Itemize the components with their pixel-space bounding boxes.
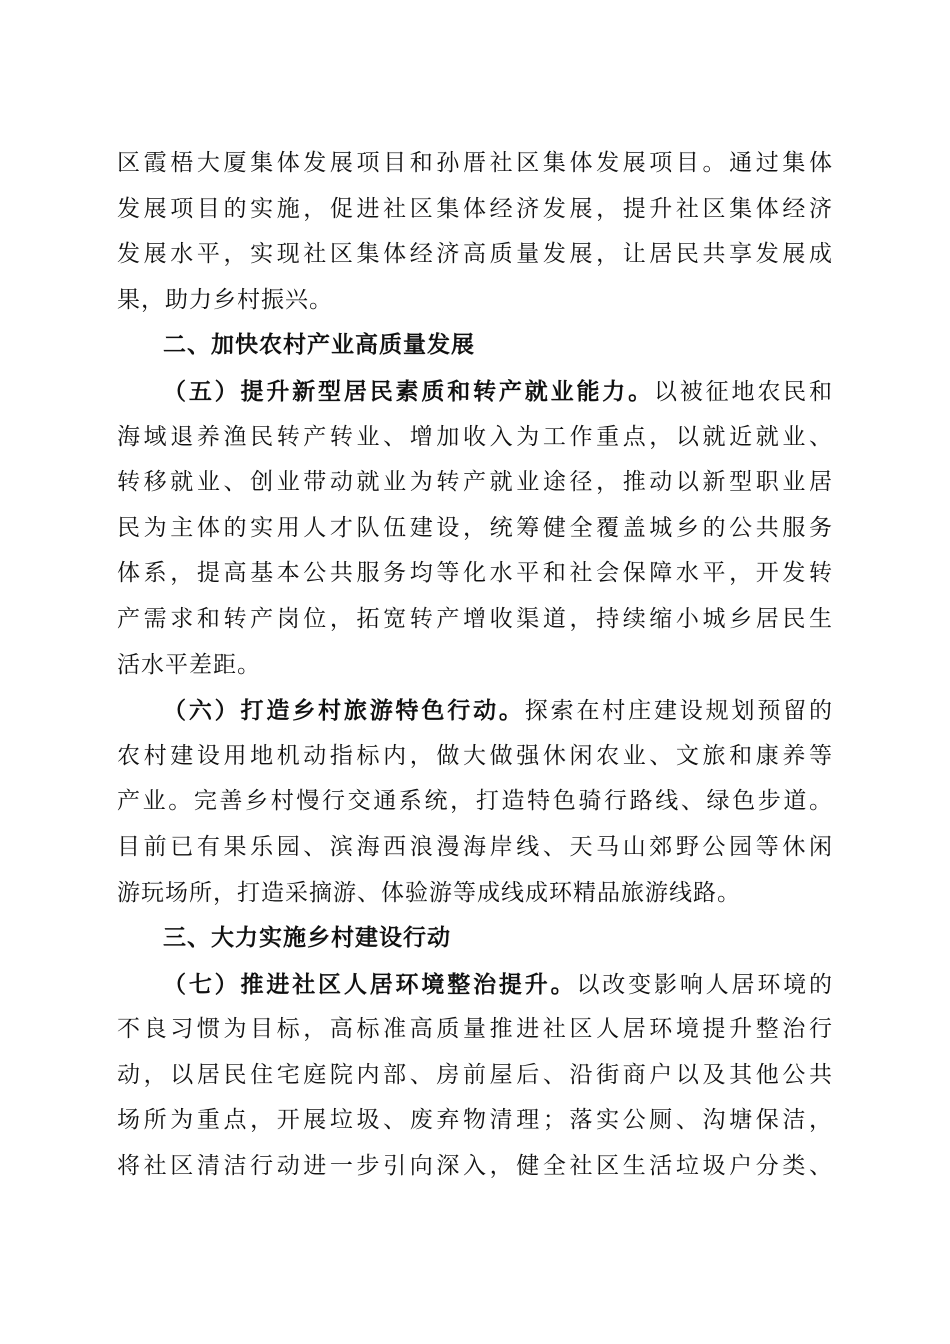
document-body — [117, 141, 833, 1190]
paragraph-first-line — [117, 688, 833, 734]
text-line: 场所为重点，开展垃圾、废弃物清理；落实公厕、沟塘保洁， — [117, 1107, 833, 1134]
text-line: 不良习惯为目标，高标准高质量推进社区人居环境提升整治行 — [117, 1016, 833, 1043]
text-line: 将社区清洁行动进一步引向深入，健全社区生活垃圾户分类、 — [117, 1153, 833, 1180]
text-line: 产需求和转产岗位，拓宽转产增收渠道，持续缩小城乡居民生 — [117, 605, 833, 632]
text-line: 农村建设用地机动指标内，做大做强休闲农业、文旅和康养等 — [117, 742, 833, 769]
text-line: 发展水平，实现社区集体经济高质量发展，让居民共享发展成 — [117, 241, 833, 268]
section-heading: 三、大力实施乡村建设行动 — [163, 925, 451, 952]
paragraph-text: 以改变影响人居环境的 — [576, 971, 834, 998]
subsection-heading: （七）推进社区人居环境整治提升。 — [163, 970, 577, 998]
text-line: 体系，提高基本公共服务均等化水平和社会保障水平，开发转 — [117, 560, 833, 587]
text-line: 产业。完善乡村慢行交通系统，打造特色骑行路线、绿色步道。 — [117, 788, 833, 815]
section-heading: 二、加快农村产业高质量发展 — [163, 332, 475, 359]
text-line: 转移就业、创业带动就业为转产就业途径，推动以新型职业居 — [117, 469, 833, 496]
paragraph-text: 探索在村庄建设规划预留的 — [524, 698, 834, 725]
text-line: 海域退养渔民转产转业、增加收入为工作重点，以就近就业、 — [117, 423, 833, 450]
text-line: 果，助力乡村振兴。 — [117, 286, 333, 313]
paragraph-first-line — [117, 369, 833, 415]
text-line: 发展项目的实施，促进社区集体经济发展，提升社区集体经济 — [117, 195, 833, 222]
text-line: 游玩场所，打造采摘游、体验游等成线成环精品旅游线路。 — [117, 879, 741, 906]
text-line: 活水平差距。 — [117, 651, 261, 678]
subsection-heading: （六）打造乡村旅游特色行动。 — [163, 697, 525, 725]
paragraph-first-line — [117, 962, 833, 1008]
text-line: 民为主体的实用人才队伍建设，统筹健全覆盖城乡的公共服务 — [117, 514, 833, 541]
text-line: 区霞梧大厦集体发展项目和孙厝社区集体发展项目。通过集体 — [117, 150, 833, 176]
subsection-heading: （五）提升新型居民素质和转产就业能力。 — [163, 377, 654, 405]
text-line: 目前已有果乐园、滨海西浪漫海岸线、天马山郊野公园等休闲 — [117, 833, 833, 860]
text-line: 动，以居民住宅庭院内部、房前屋后、沿街商户以及其他公共 — [117, 1061, 833, 1088]
paragraph-text: 以被征地农民和 — [653, 378, 834, 405]
